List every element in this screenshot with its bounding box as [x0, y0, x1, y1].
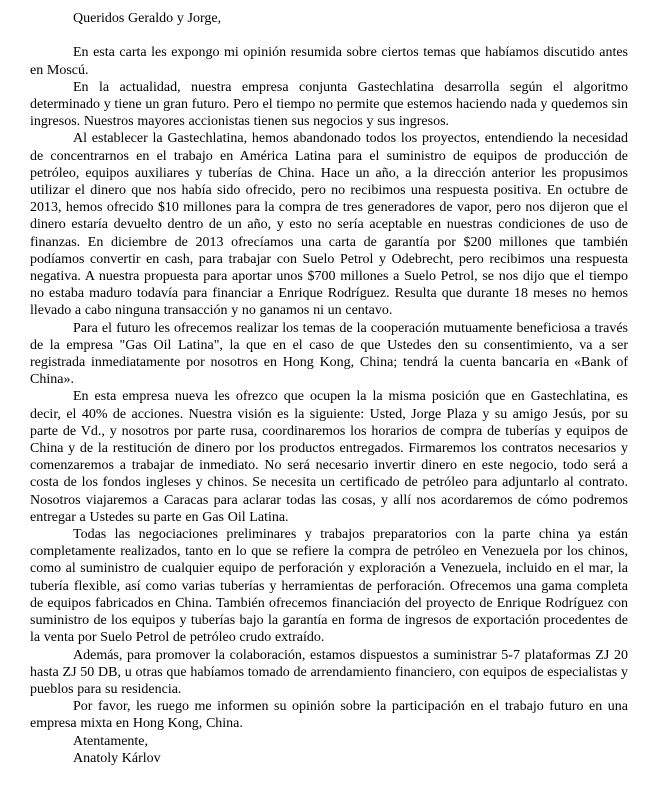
letter-paragraph-7: Además, para promover la colaboración, estamos dispuestos a suministrar 5-7 plataformas ZJ 20 hasta ZJ 50 DB, u otras que habíamos tomado de arrendamiento financiero, con equipos de especialistas y pueblos para su residencia. — [30, 647, 628, 697]
letter-paragraph-8: Por favor, les ruego me informen su opinión sobre la participación en el trabajo futuro en una empresa mixta en Hong Kong, China. — [30, 699, 628, 732]
letter-paragraph-6: Todas las negociaciones preliminares y trabajos preparatorios con la parte china ya están completamente realizados, tanto en lo que se refiere la compra de petróleo en Venezuela por los chinos, como al suministro de cualquier equipo de perforación y exploración a Venezuela, incluido en el mar, la tubería flexible, así como varias tuberías y herramientas de perforación. Ofrecemos una gama completa de equipos fabricados en China. También ofrecemos financiación del proyecto de Enrique Rodríguez con suministro de los equipos y tuberías bajo la garantía en forma de ingresos de exportación procedentes de la venta por Suelo Petrol de petróleo crudo extraído. — [30, 527, 628, 646]
letter-signature: Anatoly Kárlov — [73, 750, 161, 766]
letter-paragraph-4: Para el futuro les ofrecemos realizar los temas de la cooperación mutuamente beneficiosa a través de la empresa "Gas Oil Latina", la que en el caso de que Ustedes den su consentimiento, va a ser registrada inmediatamente por nosotros en Hong Kong, China; tendrá la cuenta bancaria en «Bank of China». — [30, 320, 628, 388]
letter-paragraph-2: En la actualidad, nuestra empresa conjunta Gastechlatina desarrolla según el algoritmo determinado y tiene un gran futuro. Pero el tiempo no permite que estemos haciendo nada y quedemos sin ingresos. Nuestros mayores accionistas tienen sus negocios y sus ingresos. — [30, 79, 628, 130]
letter-paragraph-1: En esta carta les expongo mi opinión resumida sobre ciertos temas que habíamos discutido antes en Moscú. — [30, 45, 628, 78]
letter-closing: Atentamente, — [73, 733, 149, 749]
letter-paragraph-5: En esta empresa nueva les ofrezco que ocupen la la misma posición que en Gastechlatina, es decir, el 40% de acciones. Nuestra visión es la siguiente: Usted, Jorge Plaza y su amigo Jesús, por su parte de Vd., y nosotros por parte rusa, coordinaremos los horarios de compra de tuberías y equipos de China y de la restitución de dinero por los productos entregados. Firmaremos los contratos necesarios y comenzaremos a trabajar de inmediato. No será necesario invertir dinero en este negocio, todo será a costa de los fondos ingleses y chinos. Se necesita un certificado de petróleo para adjuntarlo al contrato. Nosotros viajaremos a Caracas para aclarar todas las cosas, y allí nos acordaremos de cómo podremos entregar a Ustedes su parte en Gas Oil Latina. — [30, 389, 628, 525]
letter-salutation: Queridos Geraldo y Jorge, — [73, 11, 222, 26]
letter-paragraph-3: Al establecer la Gastechlatina, hemos abandonado todos los proyectos, entendiendo la necesidad de concentrarnos en el trabajo en América Latina para el suministro de equipos de producción de petróleo, equipos auxiliares y tuberías de China. Hace un año, a la dirección anterior les propusimos utilizar el dinero que nos había sido ofrecido, pero no recibimos una respuesta positiva. En octubre de 2013, hemos ofrecido $10 millones para la compra de tres generadores de vapor, pero nos dijeron que el dinero estaría devuelto dentro de un año, y esto no sería aceptable en nuestras condiciones de uso de finanzas. En diciembre de 2013 ofrecíamos una carta de garantía por $200 millones que también podíamos convertir en cash, para trabajar con Suelo Petrol y Odebrecht, pero recibimos una respuesta negativa. A nuestra propuesta para aportar unos $700 millones a Suelo Petrol, se nos dijo que el tiempo no estaba maduro todavía para financiar a Enrique Rodríguez. Resulta que durante 18 meses no hemos llevado a cabo ninguna transacción y no ganamos ni un centavo. — [30, 131, 628, 319]
